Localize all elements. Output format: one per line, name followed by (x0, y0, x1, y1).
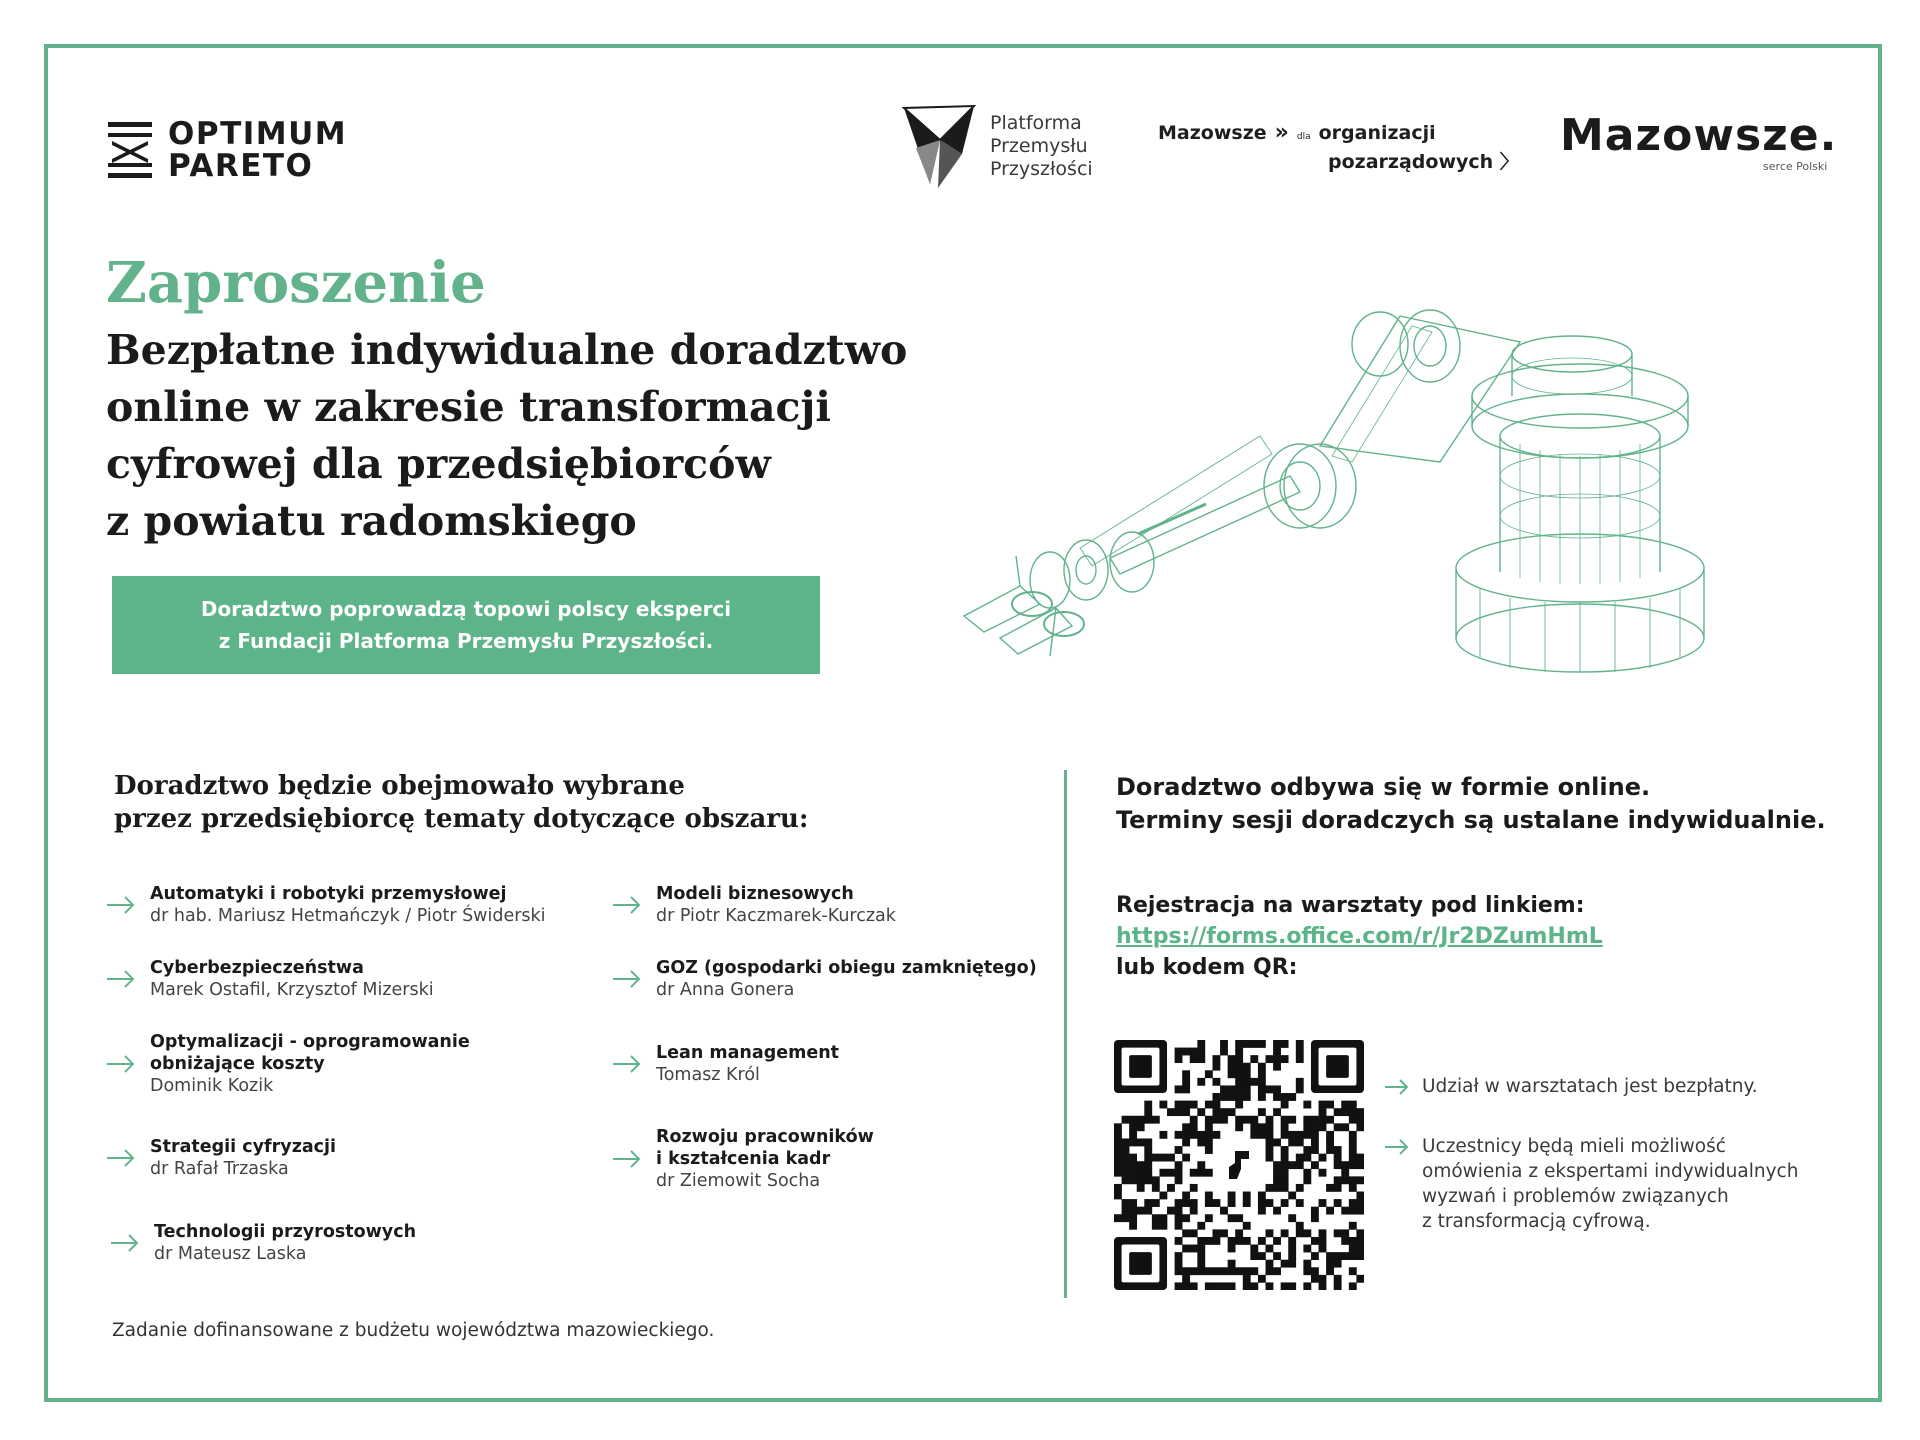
topic-item (106, 957, 434, 1001)
registration-block (1116, 890, 1603, 983)
topic-item (612, 1042, 839, 1086)
arrow-right-icon (1384, 1138, 1410, 1156)
optimum-pareto-logo-icon (108, 122, 152, 178)
note-line: omówienia z ekspertami indywidualnych (1422, 1161, 1799, 1182)
online-line: Terminy sesji doradczych są ustalane indywidualnie. (1116, 806, 1826, 834)
title-line: Bezpłatne indywidualne doradztwo (106, 326, 908, 374)
topic-item (612, 1126, 874, 1192)
topic-title: Modeli biznesowych (656, 884, 854, 904)
arrow-right-icon (612, 969, 642, 989)
mazowsze-ngo-brand: Mazowsze (1158, 122, 1267, 144)
arrow-right-icon (612, 1054, 642, 1074)
banner-line: z Fundacji Platforma Przemysłu Przyszłości. (218, 629, 714, 653)
topic-title: i kształcenia kadr (656, 1149, 831, 1169)
ppp-logo (902, 104, 1093, 188)
topics-heading-line: przez przedsiębiorcę tematy dotyczące obszaru: (114, 804, 809, 834)
arrow-right-icon (612, 1149, 642, 1169)
topics-heading-line: Doradztwo będzie obejmowało wybrane (114, 771, 685, 801)
arrow-right-icon (1384, 1078, 1410, 1096)
mazowsze-ngo-dla: dla (1296, 132, 1311, 142)
robot-arm-illustration (960, 286, 1720, 686)
topic-people: dr Rafał Trzaska (150, 1159, 289, 1179)
topic-people: Marek Ostafil, Krzysztof Mizerski (150, 980, 434, 1000)
topic-title: Cyberbezpieczeństwa (150, 958, 364, 978)
note-item (1384, 1074, 1758, 1099)
mazowsze-ngo-line-1: organizacji (1318, 122, 1436, 144)
topic-title: obniżające koszty (150, 1054, 325, 1074)
title-line: online w zakresie transformacji (106, 383, 831, 431)
topic-title: Optymalizacji - oprogramowanie (150, 1032, 470, 1052)
ppp-line-1: Platforma (990, 111, 1082, 134)
mazowsze-logo (1560, 112, 1837, 173)
registration-link[interactable]: https://forms.office.com/r/Jr2DZumHmL (1116, 924, 1603, 949)
topic-title: Lean management (656, 1043, 840, 1063)
online-line: Doradztwo odbywa się w formie online. (1116, 773, 1651, 801)
topic-people: Dominik Kozik (150, 1076, 274, 1096)
arrow-right-icon (110, 1233, 140, 1253)
arrow-right-icon (106, 1148, 136, 1168)
arrow-right-icon (106, 1054, 136, 1074)
topic-item (110, 1221, 416, 1265)
title-line: cyfrowej dla przedsiębiorców (106, 440, 771, 488)
double-chevron-icon: » (1274, 120, 1289, 145)
note-line: Udział w warsztatach jest bezpłatny. (1422, 1076, 1758, 1097)
column-divider (1064, 770, 1067, 1298)
topic-title: Strategii cyfryzacji (150, 1137, 337, 1157)
optimum-pareto-logo (108, 118, 347, 182)
ppp-line-2: Przemysłu (990, 134, 1088, 157)
topic-people: dr hab. Mariusz Hetmańczyk / Piotr Świderski (150, 906, 546, 926)
topic-people: Tomasz Król (656, 1065, 760, 1085)
invitation-kicker: Zaproszenie (106, 250, 486, 316)
topic-title: Technologii przyrostowych (154, 1222, 417, 1242)
topic-item (106, 1031, 470, 1097)
topic-item (106, 1136, 336, 1180)
mazowsze-ngo-line-2: pozarządowych (1328, 151, 1494, 173)
topic-people: dr Anna Gonera (656, 980, 795, 1000)
note-line: z transformacją cyfrową. (1422, 1211, 1651, 1232)
topic-title: Rozwoju pracowników (656, 1127, 874, 1147)
topic-people: dr Piotr Kaczmarek-Kurczak (656, 906, 896, 926)
funding-footer: Zadanie dofinansowane z budżetu województwa mazowieckiego. (112, 1320, 715, 1341)
invitation-title (106, 322, 1006, 550)
arrow-right-icon (106, 969, 136, 989)
topics-heading (114, 770, 914, 836)
topic-people: dr Ziemowit Socha (656, 1171, 821, 1191)
topic-item (612, 883, 896, 927)
banner-line: Doradztwo poprowadzą topowi polscy eksperci (200, 597, 732, 621)
qr-label: lub kodem QR: (1116, 955, 1298, 980)
topic-item (612, 957, 1037, 1001)
arrow-right-icon (106, 895, 136, 915)
note-item (1384, 1134, 1798, 1234)
topic-title: Automatyki i robotyki przemysłowej (150, 884, 507, 904)
ppp-line-3: Przyszłości (990, 157, 1093, 180)
mazowsze-logo-word: Mazowsze. (1560, 110, 1838, 161)
chevron-right-icon: 〉 (1499, 151, 1519, 173)
note-line: Uczestnicy będą mieli możliwość (1422, 1136, 1726, 1157)
ppp-logo-icon (902, 104, 976, 188)
qr-code-icon[interactable] (1114, 1040, 1364, 1290)
note-line: wyzwań i problemów związanych (1422, 1186, 1729, 1207)
pareto-word: PARETO (168, 148, 314, 184)
mazowsze-logo-sub: serce Polski (1763, 160, 1828, 173)
online-info (1116, 771, 1826, 837)
topic-people: dr Mateusz Laska (154, 1244, 307, 1264)
experts-banner (112, 576, 820, 674)
title-line: z powiatu radomskiego (106, 497, 637, 545)
topic-title: GOZ (gospodarki obiegu zamkniętego) (656, 958, 1037, 978)
registration-label: Rejestracja na warsztaty pod linkiem: (1116, 893, 1585, 918)
optimum-word: OPTIMUM (168, 116, 348, 152)
mazowsze-ngo-logo (1158, 120, 1519, 174)
topic-item (106, 883, 546, 927)
arrow-right-icon (612, 895, 642, 915)
